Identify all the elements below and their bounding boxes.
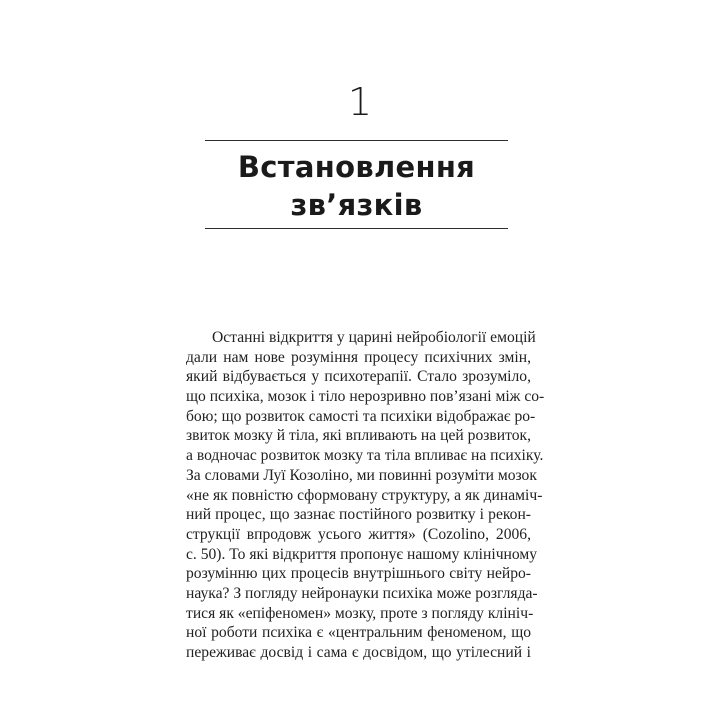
text-line: а водночас розвиток мозку та тіла впливає на психіку. xyxy=(186,447,544,465)
text-line: який відбувається у психотерапії. Стало зрозуміло, xyxy=(186,368,531,386)
title-rule-top xyxy=(205,140,508,141)
text-line: Останні відкриття у царині нейробіології емоцій xyxy=(212,329,536,346)
chapter-title xyxy=(205,148,508,224)
text-line: За словами Луї Козоліно, ми повинні розуміти мозок xyxy=(186,466,537,484)
text-line: струкції впродовж усього життя» (Cozolino, 2006, xyxy=(186,525,531,543)
text-line: звиток мозку й тіла, які впливають на цей розвиток, xyxy=(186,427,531,445)
text-line: дали нам нове розуміння процесу психічних змін, xyxy=(186,348,531,366)
body-paragraph xyxy=(186,328,545,663)
text-line: с. 50). То які відкриття пропонує нашому клінічному xyxy=(186,545,538,563)
text-line: тися як «епіфеномен» мозку, проте з погляду клініч- xyxy=(186,604,534,622)
chapter-title-line-2: зв’язків xyxy=(290,188,423,222)
text-line: переживає досвід і сама є досвідом, що утілесний і xyxy=(186,644,531,661)
title-rule-bottom xyxy=(205,228,508,229)
text-line: що психіка, мозок і тіло нерозривно пов’язані між со- xyxy=(186,388,545,406)
text-line: ної роботи психіка є «центральним феноменом, що xyxy=(186,624,531,642)
chapter-number: 1 xyxy=(347,80,373,124)
text-line: наука? З погляду нейронауки психіка може розгляда- xyxy=(186,584,538,602)
text-line: бою; що розвиток самості та психіки відображає ро- xyxy=(186,407,536,425)
chapter-title-line-1: Встановлення xyxy=(237,150,476,184)
text-line: «не як повністю сформовану структуру, а як динаміч- xyxy=(186,486,543,504)
text-line: розумінню цих процесів внутрішнього світу нейро- xyxy=(186,565,531,583)
text-line: ний процес, що зазнає постійного розвитку і рекон- xyxy=(186,506,531,524)
